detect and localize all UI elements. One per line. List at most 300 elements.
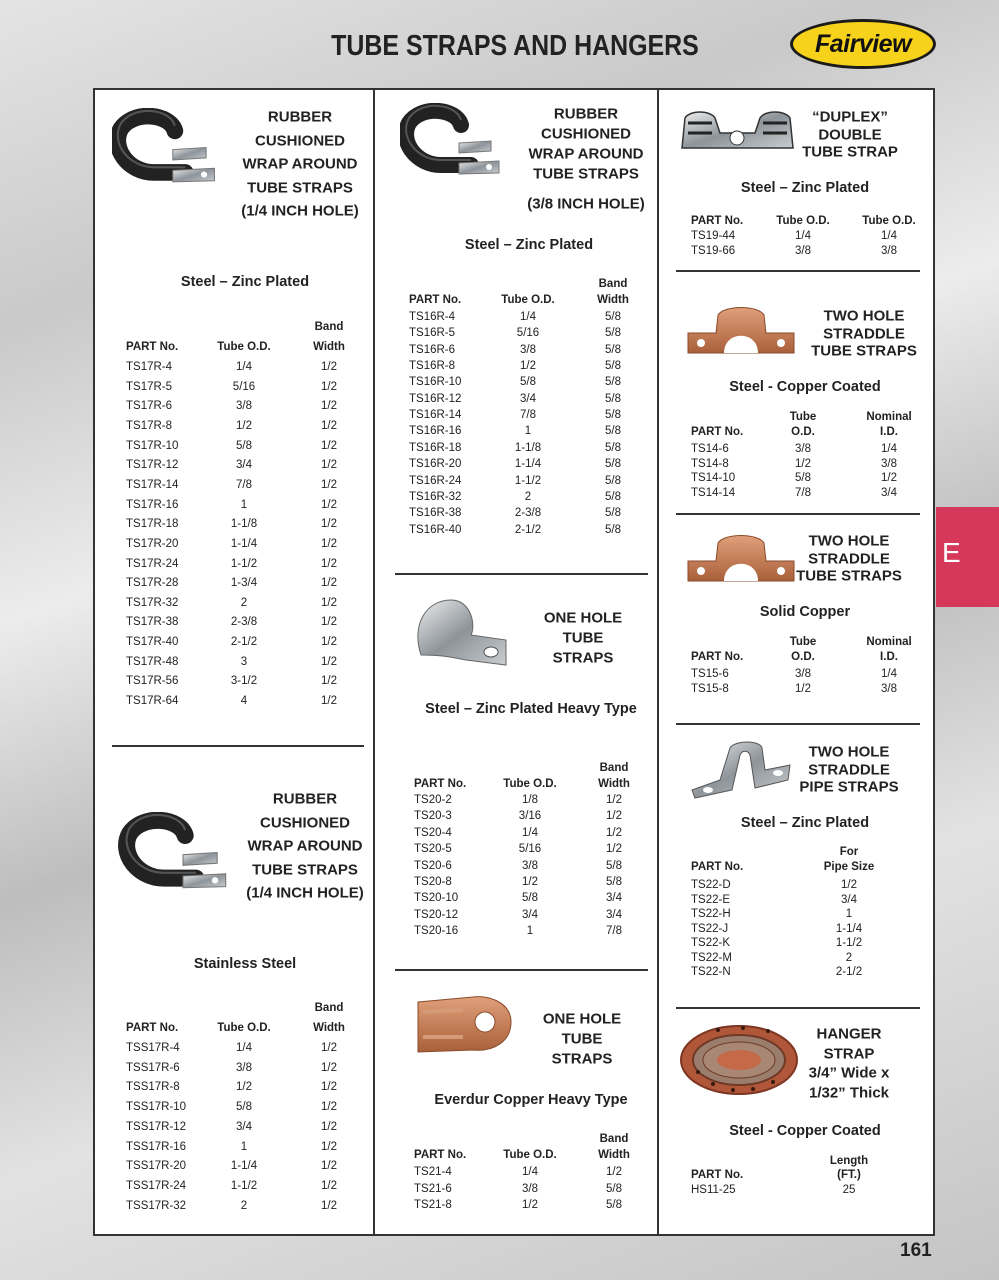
table-cell: 3/4 <box>520 392 536 405</box>
product-title-line: TWO HOLE <box>808 743 890 761</box>
table-cell: 1/2 <box>321 380 337 393</box>
table-cell: 1/4 <box>236 1042 252 1054</box>
table-cell: 2-1/2 <box>514 523 542 536</box>
part-number: TS16R-20 <box>409 458 462 471</box>
table-header: Tube O.D. <box>217 1022 271 1034</box>
table-header: Tube <box>789 636 817 648</box>
table-cell: 4 <box>240 695 248 708</box>
table-header: PART No. <box>691 215 744 227</box>
table-cell: 3/8 <box>881 244 897 257</box>
product-title-line: (3/8 INCH HOLE) <box>527 195 645 213</box>
part-number: TS16R-12 <box>409 392 462 405</box>
part-number: TS20-3 <box>414 810 452 823</box>
table-cell: 1/2 <box>321 1140 337 1153</box>
table-cell: 1/2 <box>606 826 622 839</box>
table-cell: 1/2 <box>321 1042 337 1054</box>
part-number: TSS17R-12 <box>126 1120 187 1133</box>
part-number: TS21-4 <box>414 1166 452 1178</box>
part-number: TS20-4 <box>414 826 452 839</box>
table-header: Width <box>313 1022 345 1034</box>
table-cell: 1-1/2 <box>514 474 542 487</box>
table-cell: 5/8 <box>605 523 621 536</box>
table-cell: 1/2 <box>321 636 337 649</box>
table-cell: 7/8 <box>606 925 622 938</box>
table-cell: 3/4 <box>522 908 538 921</box>
table-cell: 3/4 <box>881 486 897 499</box>
table-header: (FT.) <box>837 1169 861 1181</box>
two-hole-copper-strap-image <box>686 533 796 583</box>
part-number: TS17R-56 <box>126 675 179 688</box>
table-cell: 1/2 <box>321 518 337 531</box>
table-cell: 1-1/2 <box>835 937 863 949</box>
part-number: TSS17R-8 <box>126 1081 180 1094</box>
product-title-line: TUBE STRAPS <box>796 567 902 585</box>
section-divider <box>676 1007 920 1009</box>
product-title-line: (1/4 INCH HOLE) <box>241 202 359 220</box>
table-cell: 1/2 <box>321 400 337 413</box>
product-title-line: TUBE <box>562 629 604 647</box>
table-cell: 3/16 <box>518 810 542 823</box>
table-cell: 5/8 <box>605 441 621 454</box>
table-cell: 1/2 <box>606 810 622 823</box>
table-cell: 3/8 <box>522 859 538 872</box>
table-cell: 1-1/4 <box>514 458 542 471</box>
table-cell: 1/4 <box>795 230 811 242</box>
table-cell: 5/8 <box>605 311 621 323</box>
table-cell: 1-1/8 <box>514 441 542 454</box>
table-cell: 1/2 <box>321 361 337 373</box>
one-hole-zinc-strap-image <box>410 595 512 670</box>
duplex-strap-image <box>680 108 795 158</box>
part-number: TSS17R-6 <box>126 1061 180 1074</box>
product-title-line: WRAP AROUND <box>528 145 644 163</box>
section-divider <box>676 270 920 272</box>
section-divider <box>112 745 364 747</box>
table-header: PART No. <box>414 778 467 790</box>
table-cell: 1-1/2 <box>230 557 258 570</box>
table-cell: 1/2 <box>236 419 252 432</box>
table-cell: 5/8 <box>606 859 622 872</box>
table-cell: 1/2 <box>795 682 811 695</box>
table-cell: 5/8 <box>605 458 621 471</box>
part-number: TS17R-38 <box>126 616 179 629</box>
two-hole-pipe-strap-image <box>690 740 792 800</box>
table-cell: 3/8 <box>795 443 811 455</box>
table-cell: 5/16 <box>518 843 542 856</box>
one-hole-copper-strap-image <box>412 992 514 1057</box>
part-number: HS11-25 <box>691 1184 736 1196</box>
table-cell: 1/2 <box>321 616 337 629</box>
product-material: Steel – Zinc Plated <box>740 815 870 831</box>
table-cell: 5/8 <box>605 474 621 487</box>
section-divider <box>395 573 648 575</box>
part-number: TS19-44 <box>691 230 736 242</box>
two-hole-copper-strap-image <box>686 305 796 355</box>
table-cell: 1-3/4 <box>230 577 258 590</box>
part-number: TS21-8 <box>414 1199 452 1211</box>
section-tab-label: E <box>942 537 961 568</box>
table-header: Nominal <box>866 411 912 423</box>
product-title-line: STRAP <box>823 1045 875 1062</box>
table-cell: 7/8 <box>520 409 536 422</box>
product-title-line: 3/4” Wide x <box>808 1064 890 1082</box>
product-title-line: ONE HOLE <box>543 609 623 627</box>
table-header: Tube O.D. <box>217 341 271 353</box>
table-cell: 1/2 <box>520 360 536 373</box>
part-number: TS17R-28 <box>126 577 179 590</box>
part-number: TS20-6 <box>414 859 452 872</box>
table-cell: 2 <box>524 490 532 503</box>
product-title-line: TUBE STRAPS <box>247 179 353 196</box>
rubber-clamp-image <box>112 108 217 186</box>
table-cell: 1/2 <box>321 1160 337 1173</box>
part-number: TS21-6 <box>414 1182 452 1195</box>
part-number: TS20-10 <box>414 892 459 905</box>
part-number: TS17R-16 <box>126 498 179 511</box>
product-title-line: TUBE STRAPS <box>252 861 358 878</box>
product-title-line: ONE HOLE <box>542 1010 622 1028</box>
part-number: TS22-N <box>691 966 731 978</box>
table-cell: 1/2 <box>522 876 538 888</box>
section-divider <box>676 513 920 515</box>
table-cell: 1/2 <box>321 675 337 688</box>
table-cell: 5/8 <box>236 439 252 452</box>
table-cell: 5/8 <box>605 409 621 422</box>
table-cell: 1/2 <box>606 843 622 856</box>
part-number: TS16R-32 <box>409 490 462 503</box>
part-number: TS17R-5 <box>126 380 173 393</box>
part-number: TS20-16 <box>414 925 459 938</box>
table-cell: 5/8 <box>605 507 621 520</box>
part-number: TSS17R-10 <box>126 1101 187 1114</box>
table-cell: 1/2 <box>321 557 337 570</box>
table-cell: 3/4 <box>236 459 252 472</box>
table-cell: 1/2 <box>321 1179 337 1192</box>
table-cell: 5/8 <box>606 1182 622 1195</box>
table-header: Tube O.D. <box>776 215 830 227</box>
product-title-line: DOUBLE <box>818 126 882 143</box>
table-cell: 1/2 <box>321 537 337 550</box>
table-header: Width <box>313 341 345 353</box>
table-cell: 1-1/4 <box>230 537 258 550</box>
part-number: TS22-D <box>691 879 731 891</box>
table-header: Width <box>597 294 629 306</box>
table-cell: 5/8 <box>795 472 811 484</box>
product-title-line: 1/32” Thick <box>808 1084 890 1101</box>
table-cell: 1/2 <box>321 498 337 511</box>
table-cell: 5/8 <box>605 490 621 503</box>
table-cell: 3/8 <box>522 1182 538 1195</box>
table-header: Width <box>598 778 630 790</box>
table-header: Length <box>829 1154 869 1167</box>
product-title-line: STRADDLE <box>823 325 905 342</box>
product-title-line: WRAP AROUND <box>247 837 363 855</box>
table-cell: 7/8 <box>236 478 252 491</box>
table-header: O.D. <box>791 651 815 663</box>
part-number: TS17R-12 <box>126 459 179 472</box>
table-cell: 1/2 <box>321 439 337 452</box>
table-cell: 3/8 <box>881 457 897 470</box>
product-title-line: STRAPS <box>552 649 614 667</box>
table-header: Tube O.D. <box>862 215 916 227</box>
table-header: PART No. <box>691 861 744 873</box>
part-number: TSS17R-24 <box>126 1179 187 1192</box>
product-title-line: RUBBER <box>272 790 338 808</box>
product-title-line: RUBBER <box>267 108 333 126</box>
table-header: Pipe Size <box>823 861 875 873</box>
table-cell: 3-1/2 <box>230 675 258 688</box>
table-cell: 2 <box>845 951 853 964</box>
product-title-line: CUSHIONED <box>540 125 632 143</box>
product-material: Everdur Copper Heavy Type <box>434 1092 628 1108</box>
table-cell: 5/8 <box>605 343 621 356</box>
part-number: TS22-M <box>691 951 732 964</box>
part-number: TS14-10 <box>691 472 736 484</box>
table-cell: 1/2 <box>321 1061 337 1074</box>
part-number: TS14-14 <box>691 486 736 499</box>
page-title: TUBE STRAPS AND HANGERS <box>331 30 699 62</box>
part-number: TS17R-10 <box>126 439 179 452</box>
table-cell: 1/2 <box>321 577 337 590</box>
table-cell: 3/8 <box>236 400 252 413</box>
product-material: Stainless Steel <box>193 956 297 972</box>
table-header: I.D. <box>880 426 898 438</box>
product-title-line: STRADDLE <box>808 550 890 567</box>
part-number: TS16R-4 <box>409 311 456 323</box>
table-cell: 1/2 <box>321 655 337 668</box>
table-cell: 1/4 <box>522 826 538 839</box>
table-header: Width <box>598 1149 630 1161</box>
table-header: O.D. <box>791 426 815 438</box>
part-number: TS16R-14 <box>409 409 462 422</box>
table-cell: 3/8 <box>881 682 897 695</box>
table-header: Tube O.D. <box>503 778 557 790</box>
part-number: TSS17R-16 <box>126 1140 187 1153</box>
fairview-logo <box>790 19 936 69</box>
product-title-line: “DUPLEX” <box>812 108 888 126</box>
table-cell: 2-1/2 <box>230 636 258 649</box>
product-title-line: TWO HOLE <box>808 532 890 550</box>
table-cell: 3/4 <box>606 892 622 905</box>
table-header: Tube O.D. <box>503 1149 557 1161</box>
table-cell: 1/2 <box>606 794 622 806</box>
table-cell: 5/8 <box>605 376 621 389</box>
table-cell: 25 <box>842 1184 856 1196</box>
table-header: PART No. <box>414 1149 467 1161</box>
product-material: Steel - Copper Coated <box>729 379 881 395</box>
product-title-line: TUBE STRAPS <box>533 165 639 183</box>
part-number: TS20-8 <box>414 876 452 888</box>
product-title-line: TUBE STRAPS <box>811 342 917 360</box>
part-number: TS17R-48 <box>126 655 179 668</box>
part-number: TS17R-4 <box>126 361 173 373</box>
table-cell: 2-1/2 <box>835 966 863 978</box>
hanger-strap-coil-image <box>678 1022 800 1098</box>
table-header: Nominal <box>866 636 912 648</box>
part-number: TS14-6 <box>691 443 729 455</box>
part-number: TS16R-18 <box>409 441 462 454</box>
product-title-line: HANGER <box>816 1025 882 1043</box>
part-number: TS17R-6 <box>126 400 173 413</box>
part-number: TS17R-32 <box>126 596 179 609</box>
table-cell: 5/8 <box>522 892 538 905</box>
table-cell: 1/2 <box>321 596 337 609</box>
section-tab-e[interactable] <box>936 507 999 607</box>
table-cell: 1/2 <box>321 419 337 432</box>
part-number: TS17R-20 <box>126 537 179 550</box>
table-cell: 2 <box>240 596 248 609</box>
table-cell: 5/8 <box>605 392 621 405</box>
product-material: Steel – Zinc Plated <box>464 237 594 253</box>
table-cell: 1/2 <box>795 457 811 470</box>
part-number: TS17R-18 <box>126 518 179 531</box>
table-header: Band <box>314 321 344 333</box>
table-header: Band <box>599 762 629 774</box>
product-title-line: STRAPS <box>551 1050 613 1068</box>
table-header: I.D. <box>880 651 898 663</box>
table-cell: 1/2 <box>321 1120 337 1133</box>
table-cell: 5/16 <box>516 327 540 340</box>
table-cell: 1-1/4 <box>835 922 863 935</box>
table-cell: 1 <box>845 908 853 920</box>
part-number: TS16R-8 <box>409 360 456 373</box>
table-header: For <box>839 846 859 858</box>
table-cell: 1/2 <box>321 1081 337 1094</box>
part-number: TS22-J <box>691 922 729 935</box>
column-divider <box>657 88 659 1236</box>
product-material: Steel – Zinc Plated <box>740 180 870 196</box>
part-number: TS22-H <box>691 908 731 920</box>
product-material: Steel - Copper Coated <box>729 1123 881 1139</box>
table-cell: 3/8 <box>236 1061 252 1074</box>
table-cell: 1/2 <box>321 695 337 708</box>
table-cell: 1/2 <box>522 1199 538 1211</box>
table-cell: 1/4 <box>236 361 252 373</box>
table-cell: 3/4 <box>236 1120 252 1133</box>
part-number: TS15-6 <box>691 668 729 680</box>
product-title-line: TWO HOLE <box>823 307 905 325</box>
part-number: TSS17R-20 <box>126 1160 187 1173</box>
part-number: TSS17R-32 <box>126 1199 187 1212</box>
section-divider <box>676 723 920 725</box>
table-cell: 1/4 <box>522 1166 538 1178</box>
table-header: PART No. <box>409 294 462 306</box>
table-cell: 2 <box>240 1199 248 1212</box>
table-header: Band <box>314 1002 344 1014</box>
product-title-line: (1/4 INCH HOLE) <box>246 884 364 902</box>
table-cell: 1/8 <box>522 794 538 806</box>
product-title-line: WRAP AROUND <box>242 155 358 173</box>
table-cell: 1/2 <box>321 459 337 472</box>
part-number: TS15-8 <box>691 682 729 695</box>
table-header: Band <box>598 278 628 290</box>
table-cell: 3/8 <box>795 244 811 257</box>
part-number: TS16R-24 <box>409 474 462 487</box>
table-cell: 5/8 <box>605 327 621 340</box>
table-header: PART No. <box>691 426 744 438</box>
table-cell: 3/4 <box>841 893 857 906</box>
part-number: TS16R-10 <box>409 376 462 389</box>
table-cell: 3/8 <box>795 668 811 680</box>
part-number: TS17R-40 <box>126 636 179 649</box>
product-title-line: TUBE <box>561 1030 603 1048</box>
product-material: Steel – Zinc Plated <box>180 274 310 290</box>
product-title-line: PIPE STRAPS <box>799 778 899 796</box>
table-header: Band <box>599 1133 629 1145</box>
table-cell: 1-1/8 <box>230 518 258 531</box>
table-cell: 5/8 <box>605 425 621 438</box>
table-cell: 1/2 <box>236 1081 252 1094</box>
table-cell: 7/8 <box>795 486 811 499</box>
product-title-line: RUBBER <box>553 105 619 123</box>
table-cell: 2-3/8 <box>230 616 258 629</box>
table-cell: 1/2 <box>606 1166 622 1178</box>
table-cell: 3/8 <box>520 343 536 356</box>
table-cell: 1/2 <box>321 1101 337 1114</box>
table-cell: 1/4 <box>881 230 897 242</box>
table-header: PART No. <box>126 1022 179 1034</box>
table-cell: 1-1/4 <box>230 1160 258 1173</box>
part-number: TS14-8 <box>691 457 729 470</box>
table-cell: 5/8 <box>606 876 622 888</box>
part-number: TS17R-8 <box>126 419 173 432</box>
table-cell: 1 <box>526 925 534 938</box>
table-cell: 1 <box>524 425 532 438</box>
rubber-clamp-image <box>400 103 502 178</box>
table-header: PART No. <box>691 651 744 663</box>
part-number: TS17R-24 <box>126 557 179 570</box>
part-number: TS22-K <box>691 937 730 949</box>
product-title-line: CUSHIONED <box>259 814 351 831</box>
part-number: TS19-66 <box>691 244 736 257</box>
part-number: TS20-12 <box>414 908 459 921</box>
part-number: TS16R-40 <box>409 523 462 536</box>
table-cell: 2-3/8 <box>514 507 542 520</box>
product-material: Steel – Zinc Plated Heavy Type <box>425 701 637 717</box>
product-material: Solid Copper <box>759 604 851 620</box>
table-cell: 1/4 <box>881 668 897 680</box>
section-divider <box>395 969 648 971</box>
product-title-line: TUBE STRAP <box>802 143 898 161</box>
part-number: TS17R-14 <box>126 478 179 491</box>
table-cell: 1/2 <box>321 478 337 491</box>
logo-text: Fairview <box>814 29 912 58</box>
part-number: TS16R-5 <box>409 327 456 340</box>
part-number: TSS17R-4 <box>126 1042 180 1054</box>
part-number: TS22-E <box>691 893 730 906</box>
product-title-line: STRADDLE <box>808 761 890 778</box>
table-cell: 5/8 <box>236 1101 252 1114</box>
table-cell: 1/2 <box>881 472 897 484</box>
table-cell: 3/4 <box>606 908 622 921</box>
table-cell: 1/4 <box>520 311 536 323</box>
part-number: TS16R-38 <box>409 507 462 520</box>
part-number: TS20-2 <box>414 794 452 806</box>
table-cell: 5/8 <box>606 1199 622 1211</box>
rubber-clamp-image <box>112 812 237 892</box>
table-header: Tube <box>789 411 817 423</box>
table-header: PART No. <box>691 1169 744 1181</box>
part-number: TS16R-6 <box>409 343 456 356</box>
table-cell: 1 <box>240 498 248 511</box>
table-cell: 1/2 <box>841 879 857 891</box>
part-number: TS16R-16 <box>409 425 462 438</box>
part-number: TS20-5 <box>414 843 452 856</box>
table-cell: 5/8 <box>520 376 536 389</box>
table-cell: 1/4 <box>881 443 897 455</box>
table-cell: 3 <box>240 655 248 668</box>
column-divider <box>373 88 375 1236</box>
